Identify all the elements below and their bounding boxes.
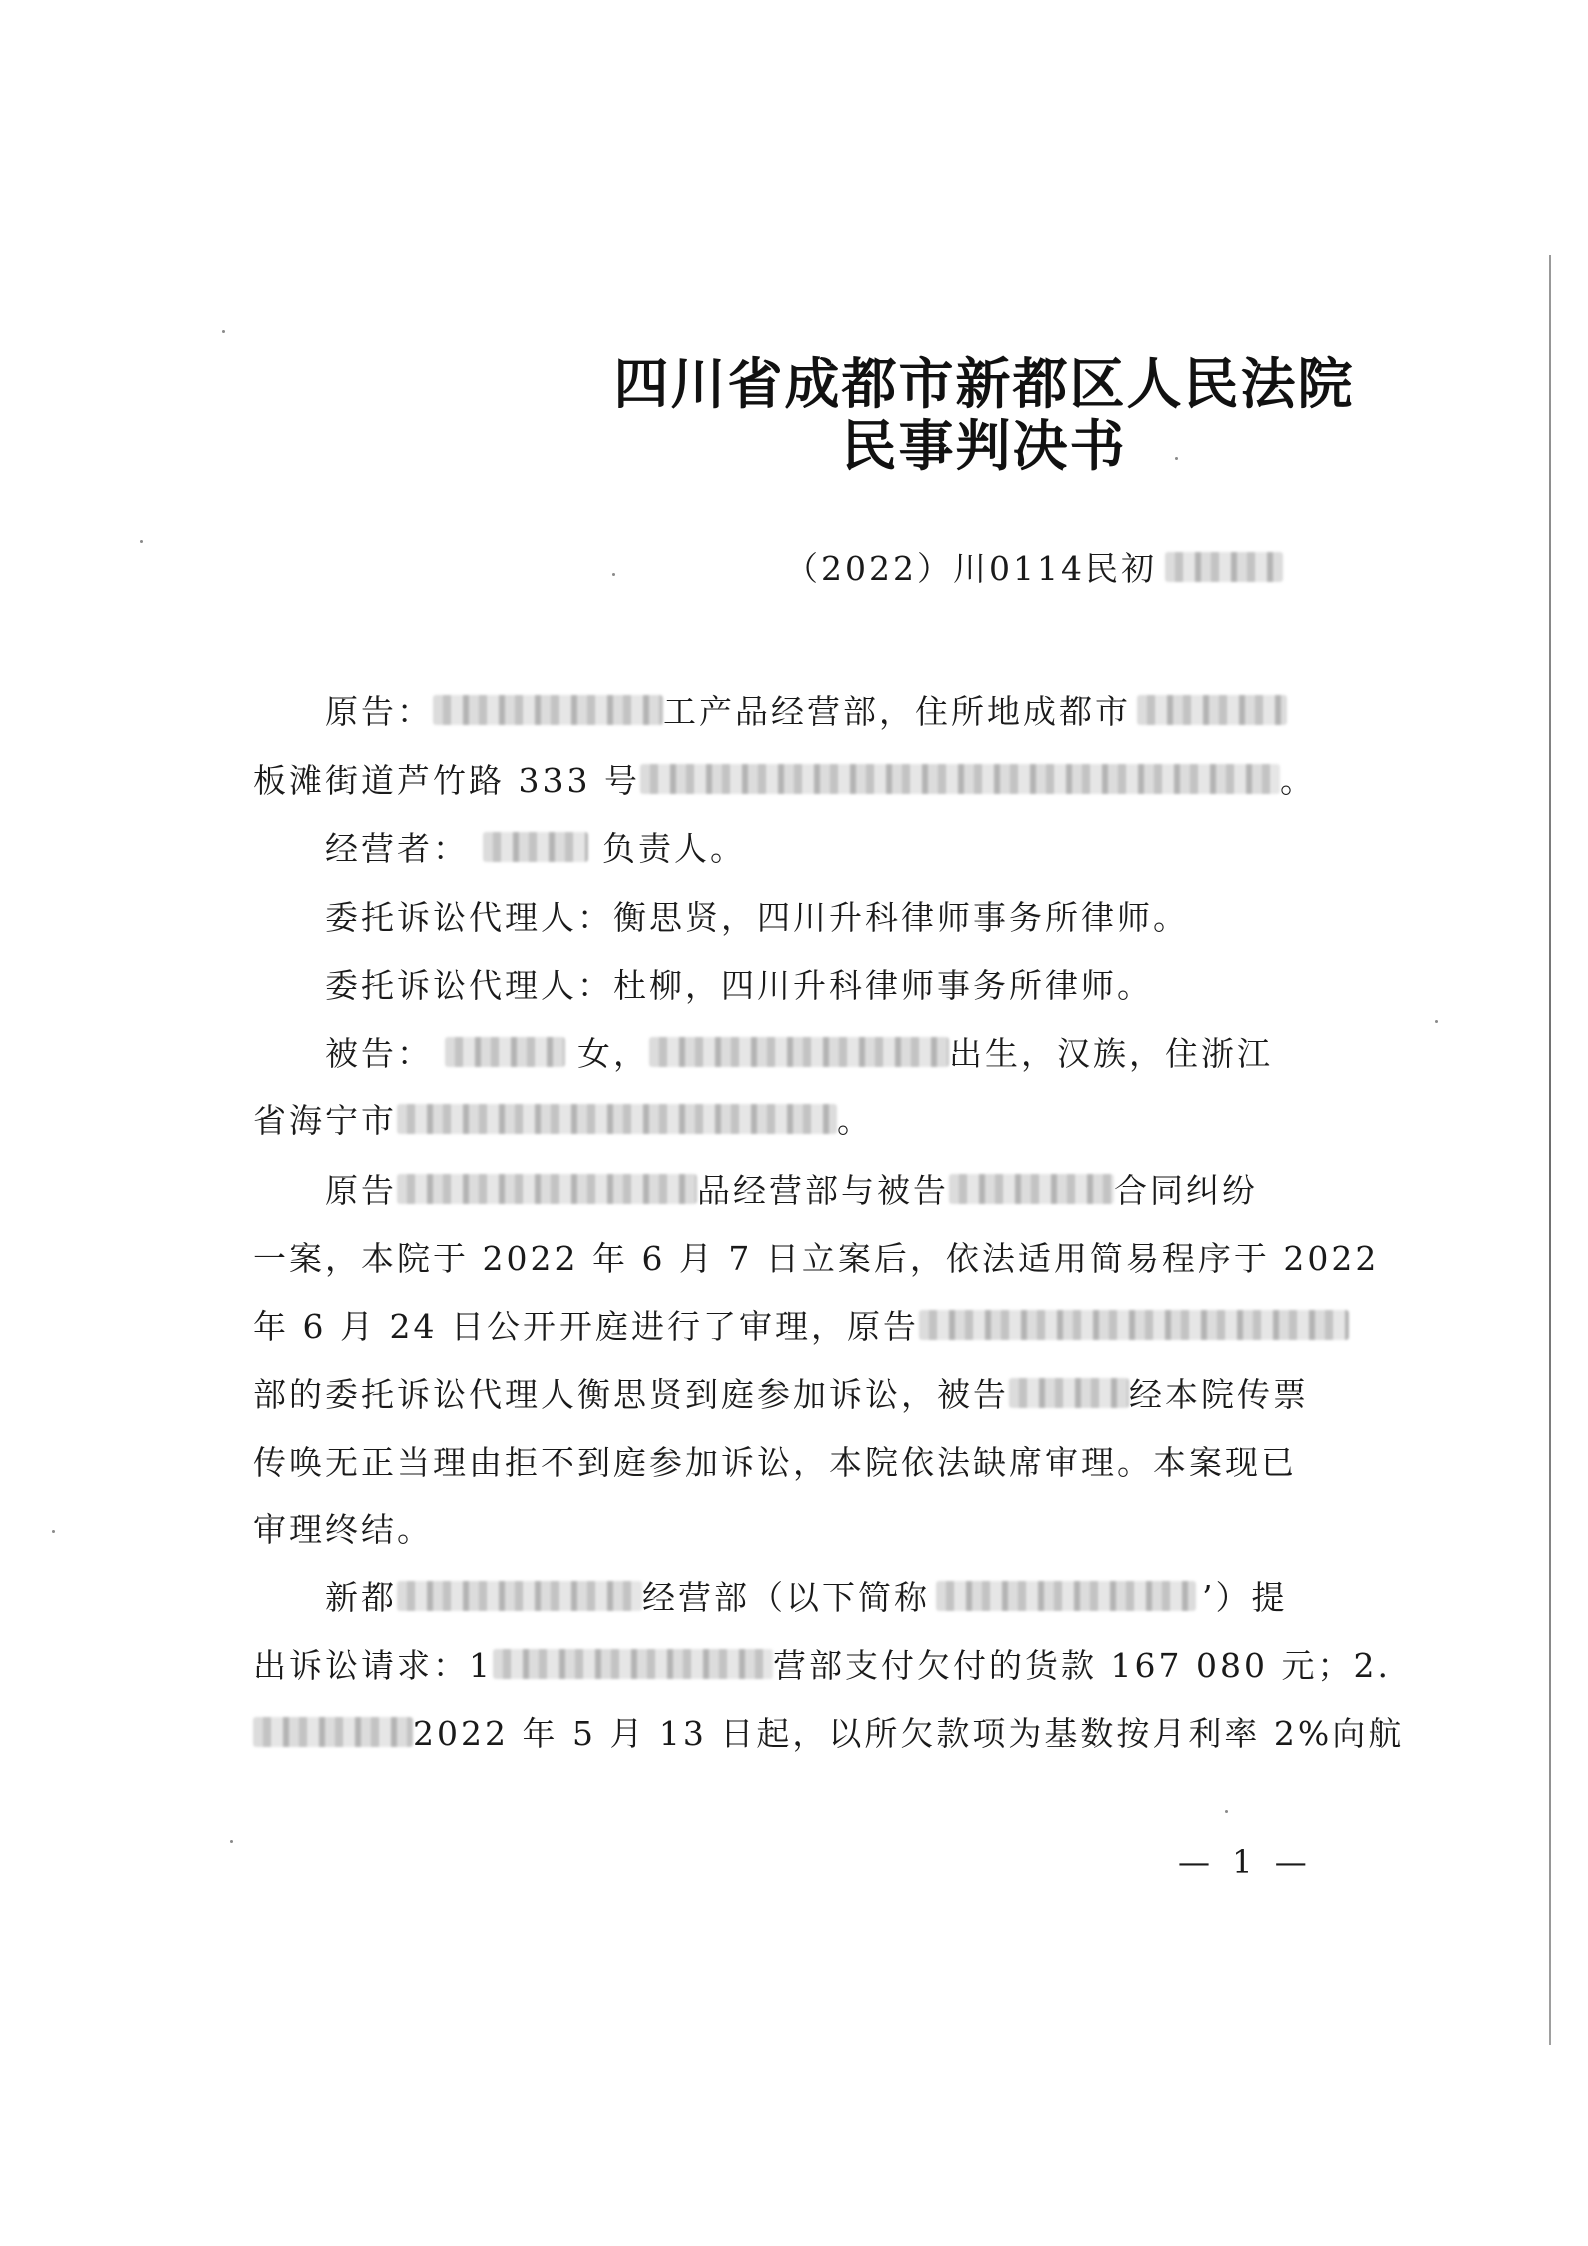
redacted-block (397, 1174, 697, 1204)
defendant-birth: 出生，汉族，住浙江 (949, 1034, 1273, 1073)
defendant-line-1 (325, 1028, 1273, 1075)
body-text: 经营部（以下简称 (642, 1578, 930, 1617)
operator-role: 负责人。 (602, 829, 746, 868)
body-text: 营部支付欠付的货款 167 080 元；2. (773, 1646, 1391, 1685)
redacted-block (649, 1037, 949, 1067)
body-line-8 (253, 1640, 1391, 1687)
defendant-address-end: 。 (837, 1101, 873, 1140)
operator-line (325, 823, 746, 870)
agent-1: 委托诉讼代理人：衡思贤，四川升科律师事务所律师。 (325, 898, 1189, 937)
redacted-block (433, 695, 663, 725)
agent-2: 委托诉讼代理人：杜柳，四川升科律师事务所律师。 (325, 966, 1153, 1005)
plaintiff-address-end: 。 (1279, 761, 1316, 800)
page-number: — 1 — (1178, 1843, 1313, 1881)
body-line-3 (253, 1301, 1349, 1348)
body-text: 合同纠纷 (1114, 1171, 1258, 1210)
plaintiff-address-start: 板滩街道芦竹路 333 号 (253, 761, 640, 800)
defendant-line-2 (253, 1095, 873, 1142)
redacted-block (253, 1717, 413, 1747)
operator-label: 经营者： (325, 829, 469, 868)
body-text: 传唤无正当理由拒不到庭参加诉讼，本院依法缺席审理。本案现已 (253, 1443, 1297, 1482)
defendant-sex: 女， (577, 1034, 649, 1073)
scan-speck (1435, 1020, 1438, 1023)
plaintiff-label: 原告： (325, 692, 433, 731)
redacted-block (397, 1104, 837, 1134)
scan-speck (140, 540, 143, 543)
body-text: 新都 (325, 1578, 397, 1617)
redacted-block (493, 1649, 773, 1679)
court-name: 四川省成都市新都区人民法院 (613, 351, 1355, 416)
redacted-block (445, 1037, 565, 1067)
case-number-text: （2022）川0114民初 (785, 549, 1157, 588)
body-line-2 (253, 1233, 1379, 1280)
body-line-5 (253, 1437, 1297, 1484)
redacted-block (640, 764, 1280, 794)
defendant-label: 被告： (325, 1034, 433, 1073)
body-text: 年 6 月 24 日公开开庭进行了审理，原告 (253, 1307, 919, 1346)
body-text: 经本院传票 (1129, 1375, 1309, 1414)
plaintiff-line-2 (253, 755, 1316, 802)
scan-speck (230, 1840, 233, 1843)
body-text: 部的委托诉讼代理人衡思贤到庭参加诉讼，被告 (253, 1375, 1009, 1414)
redacted-block (919, 1310, 1349, 1340)
defendant-address-start: 省海宁市 (253, 1101, 397, 1140)
scan-speck (1225, 1810, 1228, 1813)
body-text: 审理终结。 (253, 1510, 433, 1549)
body-line-9 (253, 1708, 1404, 1755)
body-text: 原告 (325, 1171, 397, 1210)
body-text: 2022 年 5 月 13 日起，以所欠款项为基数按月利率 2%向航 (413, 1714, 1405, 1753)
body-line-4 (253, 1369, 1309, 1416)
redacted-block (1165, 552, 1283, 582)
scan-speck (52, 1530, 55, 1533)
scan-speck (612, 573, 615, 576)
body-text: 出诉讼请求：1 (253, 1646, 493, 1685)
scan-edge-shadow (1549, 255, 1551, 2045)
agent-line-1 (325, 892, 1189, 939)
plaintiff-line-1 (325, 686, 1287, 733)
body-line-7 (325, 1572, 1288, 1619)
case-number (785, 543, 1283, 590)
redacted-block (483, 832, 588, 862)
plaintiff-text: 工产品经营部，住所地成都市 (663, 692, 1131, 731)
scan-speck (222, 330, 225, 333)
body-line-6 (253, 1504, 433, 1551)
body-text: 一案，本院于 2022 年 6 月 7 日立案后，依法适用简易程序于 2022 (253, 1239, 1380, 1278)
document-type: 民事判决书 (841, 413, 1127, 478)
body-text: 品经营部与被告 (697, 1171, 949, 1210)
redacted-block (936, 1581, 1196, 1611)
body-line-1 (325, 1165, 1258, 1212)
redacted-block (1137, 695, 1287, 725)
agent-line-2 (325, 960, 1153, 1007)
body-text: ’）提 (1202, 1578, 1288, 1617)
redacted-block (949, 1174, 1114, 1204)
redacted-block (1009, 1378, 1129, 1408)
redacted-block (397, 1581, 642, 1611)
